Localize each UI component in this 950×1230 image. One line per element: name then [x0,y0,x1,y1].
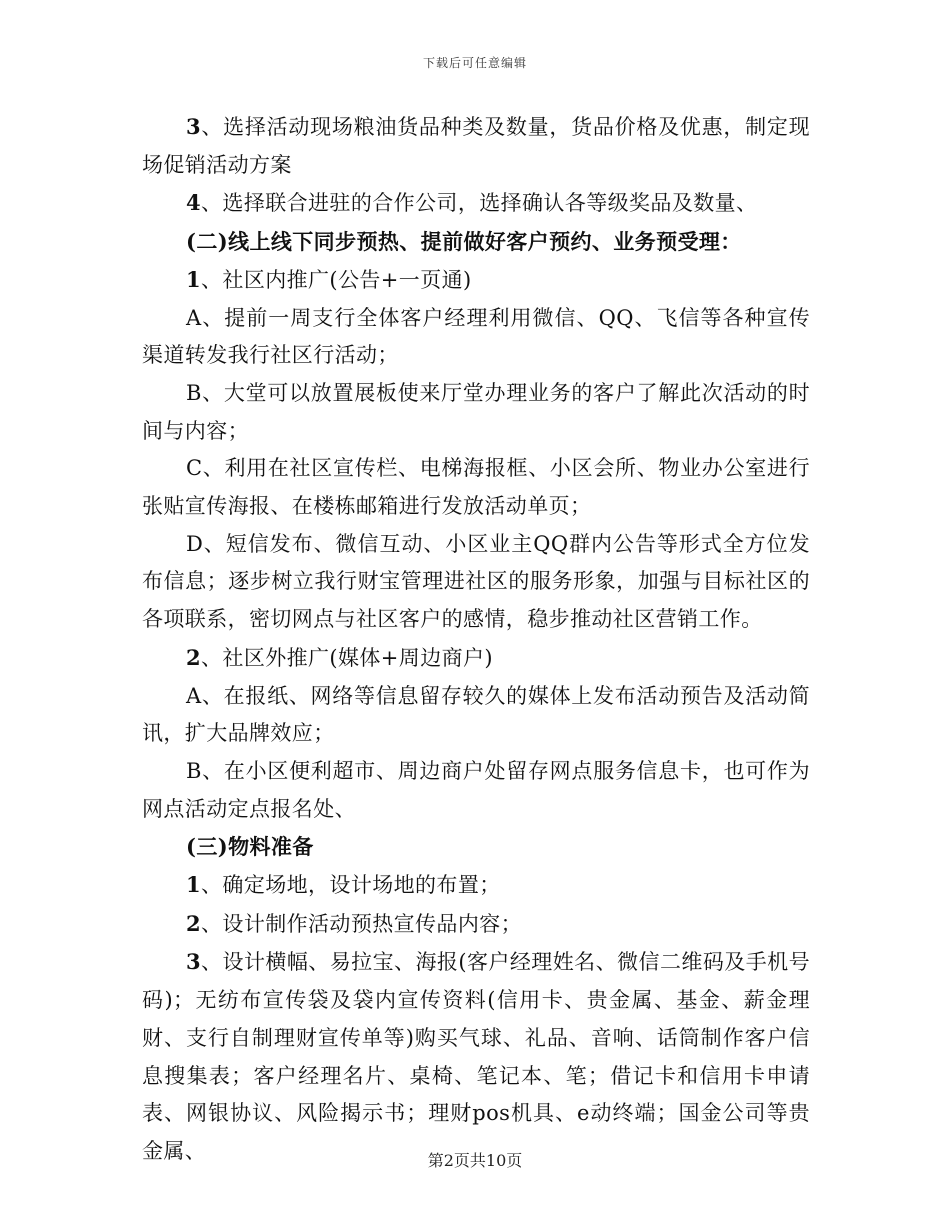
page-header: 下载后可任意编辑 [422,56,527,70]
paragraph: A、提前一周支行全体客户经理利用微信、QQ、飞信等各种宣传渠道转发我行社区行活动； [142,305,810,368]
paragraph: 1、确定场地，设计场地的布置； [186,872,501,898]
paragraph: 2、社区外推广(媒体+周边商户) [186,644,493,670]
section-heading: (三)物料准备 [186,834,314,860]
paragraph: B、大堂可以放置展板使来厅堂办理业务的客户了解此次活动的时间与内容； [142,380,810,443]
paragraph: B、在小区便利超市、周边商户处留存网点服务信息卡，也可作为网点活动定点报名处、 [142,758,810,821]
paragraph: D、短信发布、微信互动、小区业主QQ群内公告等形式全方位发布信息；逐步树立我行财宝管理进社区的服务形象，加强与目标社区的各项联系，密切网点与社区客户的感情，稳步推动社区营销工作。 [142,531,810,632]
paragraph: 3、选择活动现场粮油货品种类及数量，货品价格及优惠，制定现场促销活动方案 [142,114,810,177]
page-footer: 第2页共10页 [427,1151,523,1170]
paragraph: 1、社区内推广(公告+一页通) [186,266,472,292]
paragraph: 4、选择联合进驻的合作公司，选择确认各等级奖品及数量、 [186,190,758,216]
paragraph: 2、设计制作活动预热宣传品内容； [186,910,523,936]
section-heading: (二)线上线下同步预热、提前做好客户预约、业务预受理： [186,229,742,255]
paragraph: C、利用在社区宣传栏、电梯海报框、小区会所、物业办公室进行张贴宣传海报、在楼栋邮箱进行发放活动单页； [142,456,810,519]
paragraph: A、在报纸、网络等信息留存较久的媒体上发布活动预告及活动简讯，扩大品牌效应； [142,683,810,746]
paragraph: 3、设计横幅、易拉宝、海报(客户经理姓名、微信二维码及手机号码)；无纺布宣传袋及袋内宣传资料(信用卡、贵金属、基金、薪金理财、支行自制理财宣传单等)购买气球、礼品、音响、话筒制作客户信息搜集表；客户经理名片、桌椅、笔记本、笔；借记卡和信用卡申请表、网银协议、风险揭示书；理财pos机具、e动终端；国金公司等贵金属、 [142,949,810,1163]
document-body [142,108,810,1171]
